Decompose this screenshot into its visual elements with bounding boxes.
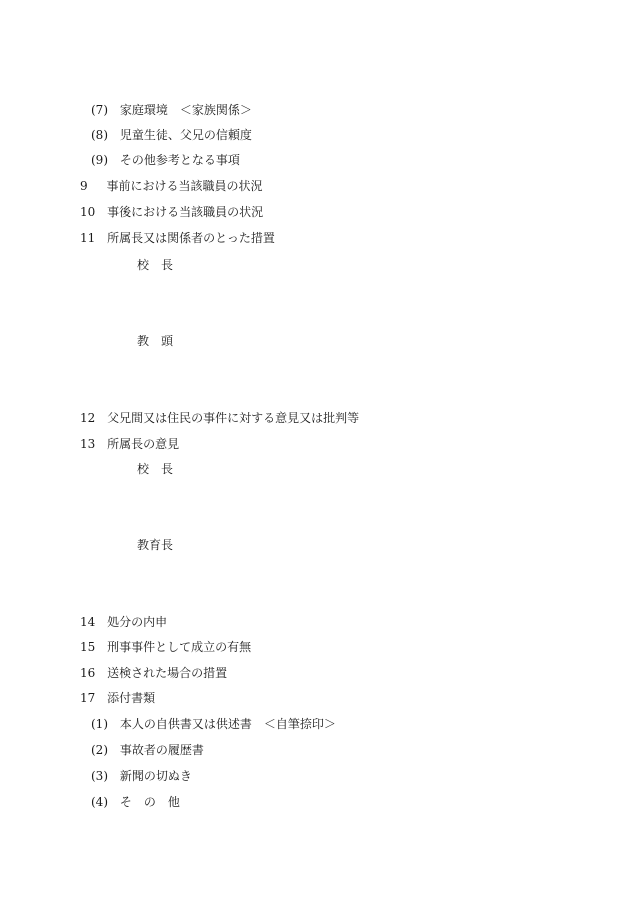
- sub-item-label: 児童生徒、父兄の信頼度: [119, 128, 252, 142]
- attachment-number: (1): [91, 717, 108, 731]
- item-16: [80, 665, 227, 681]
- item-label: 所属長又は関係者のとった措置: [107, 231, 275, 245]
- item-number: 10: [80, 205, 96, 219]
- item-label: 添付書類: [107, 691, 156, 705]
- item-11-vice-principal: 教 頭: [137, 334, 174, 348]
- item-label: 処分の内申: [107, 615, 168, 629]
- item-label: 刑事事件として成立の有無: [107, 640, 252, 654]
- item-17: [80, 690, 155, 706]
- item-11-principal: 校 長: [137, 258, 174, 272]
- sub-item-number: (9): [91, 153, 108, 167]
- item-label: 所属長の意見: [107, 437, 180, 451]
- sub-item-number: (7): [91, 103, 108, 117]
- item-15: [80, 639, 251, 655]
- item-number: 17: [80, 691, 96, 705]
- item-label: 事前における当該職員の状況: [106, 179, 263, 193]
- item-number: 11: [80, 231, 96, 245]
- attachment-label: 事故者の履歴書: [119, 743, 204, 757]
- item-number: 15: [80, 640, 96, 654]
- item-number: 9: [80, 179, 88, 193]
- item-number: 14: [80, 615, 96, 629]
- attachment-4: [91, 794, 180, 810]
- item-9: [80, 178, 262, 194]
- item-label: 父兄間又は住民の事件に対する意見又は批判等: [107, 411, 360, 425]
- sub-item-8: [91, 127, 252, 143]
- sub-item-9: [91, 152, 240, 168]
- attachment-1: [91, 716, 336, 732]
- item-11: [80, 230, 275, 246]
- item-label: 事後における当該職員の状況: [107, 205, 264, 219]
- attachment-label: 本人の自供書又は供述書 ＜自筆捺印＞: [119, 717, 336, 731]
- item-12: [80, 410, 359, 426]
- sub-item-number: (8): [91, 128, 108, 142]
- item-14: [80, 614, 167, 630]
- attachment-number: (4): [91, 795, 108, 809]
- attachment-2: [91, 742, 204, 758]
- sub-item-7: [91, 102, 252, 118]
- item-number: 16: [80, 666, 96, 680]
- attachment-number: (3): [91, 769, 108, 783]
- attachment-label: 新聞の切ぬき: [119, 769, 192, 783]
- item-13: [80, 436, 179, 452]
- attachment-number: (2): [91, 743, 108, 757]
- item-number: 12: [80, 411, 96, 425]
- sub-item-label: その他参考となる事項: [119, 153, 240, 167]
- item-label: 送検された場合の措置: [107, 666, 228, 680]
- item-13-principal: 校 長: [137, 462, 174, 476]
- attachment-3: [91, 768, 192, 784]
- item-number: 13: [80, 437, 96, 451]
- item-13-superintendent: 教育長: [137, 538, 174, 552]
- sub-item-label: 家庭環境 ＜家族関係＞: [119, 103, 252, 117]
- item-10: [80, 204, 263, 220]
- attachment-label: そ の 他: [119, 795, 180, 809]
